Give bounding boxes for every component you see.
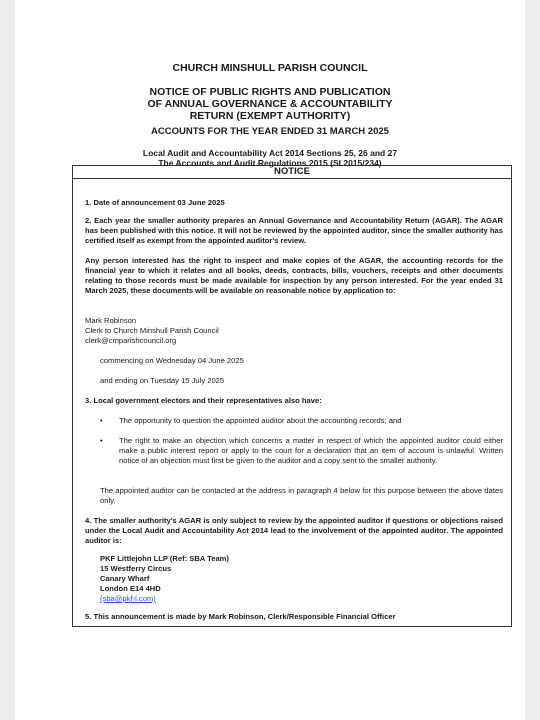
accounts-heading: ACCOUNTS FOR THE YEAR ENDED 31 MARCH 2025 bbox=[151, 126, 389, 137]
legislation-line1: Local Audit and Accountability Act 2014 Sections 25, 26 and 27 bbox=[142, 148, 398, 158]
commencing-date: commencing on Wednesday 04 June 2025 bbox=[100, 356, 244, 365]
contact-email: clerk@cmparishcouncil.org bbox=[85, 336, 177, 345]
auditor-email-link[interactable]: (sba@pkf-l.com) bbox=[100, 594, 156, 603]
ending-date: and ending on Tuesday 15 July 2025 bbox=[100, 376, 225, 385]
notice-box-title: NOTICE bbox=[73, 166, 511, 179]
section-3: 3. Local government electors and their representatives also have: bbox=[85, 396, 322, 405]
auditor-address-line1: 15 Westferry Circus bbox=[100, 564, 172, 573]
auditor-address-line2: Canary Wharf bbox=[100, 574, 150, 583]
section-2-paragraph-2: Any person interested has the right to inspect and make copies of the AGAR, the accounting records for the financial year to which it relates and all books, deeds, contracts, bills, vouchers, receipts and other documents relating to those records must be made available for inspection by any person interested. For the year ended 31 March 2025, these documents will be available on reasonable notice by application to: bbox=[85, 256, 503, 295]
legislation-line2: The Accounts and Audit Regulations 2015 (SI 2015/234) bbox=[158, 158, 382, 168]
contact-block bbox=[85, 316, 503, 346]
auditor-address bbox=[100, 554, 229, 604]
auditor-address-line3: London E14 4HD bbox=[100, 584, 161, 593]
section-1: 1. Date of announcement 03 June 2025 bbox=[85, 198, 225, 207]
auditor-name: PKF Littlejohn LLP (Ref: SBA Team) bbox=[100, 554, 229, 563]
notice-heading bbox=[15, 86, 525, 122]
council-title: CHURCH MINSHULL PARISH COUNCIL bbox=[172, 62, 368, 74]
auditor-contact-note: The appointed auditor can be contacted at the address in paragraph 4 below for this purpose between the above dates only. bbox=[100, 486, 503, 505]
bullet-dot-1: • bbox=[100, 416, 103, 425]
contact-name: Mark Robinson bbox=[85, 316, 137, 325]
section-2-paragraph-1: 2. Each year the smaller authority prepares an Annual Governance and Accountability Return (AGAR). The AGAR has been published with this notice. It will not be reviewed by the appointed auditor, since the smaller authority has certified itself as exempt from the appointed auditor's review. bbox=[85, 216, 503, 245]
bullet-1: The opportunity to question the appointed auditor about the accounting records; and bbox=[119, 416, 402, 425]
section-5: 5. This announcement is made by Mark Robinson, Clerk/Responsible Financial Officer bbox=[85, 612, 396, 621]
notice-heading-line1: NOTICE OF PUBLIC RIGHTS AND PUBLICATION bbox=[149, 86, 391, 98]
notice-heading-line2: OF ANNUAL GOVERNANCE & ACCOUNTABILITY bbox=[147, 98, 393, 110]
document-page bbox=[15, 0, 525, 720]
bullet-dot-2: • bbox=[100, 436, 103, 445]
bullet-2: The right to make an objection which concerns a matter in respect of which the appointed auditor could either make a public interest report or apply to the court for a declaration that an item of account is unlawful. Written notice of an objection must first be given to the auditor and a copy sent to the smaller authority. bbox=[119, 436, 503, 465]
section-4: 4. The smaller authority's AGAR is only subject to review by the appointed auditor if questions or objections raised under the Local Audit and Accountability Act 2014 lead to the involvement of the appointed auditor. The appointed auditor is: bbox=[85, 516, 503, 545]
notice-heading-line3: RETURN (EXEMPT AUTHORITY) bbox=[189, 110, 351, 122]
contact-role: Clerk to Church Minshull Parish Council bbox=[85, 326, 219, 335]
notice-box bbox=[72, 165, 512, 627]
